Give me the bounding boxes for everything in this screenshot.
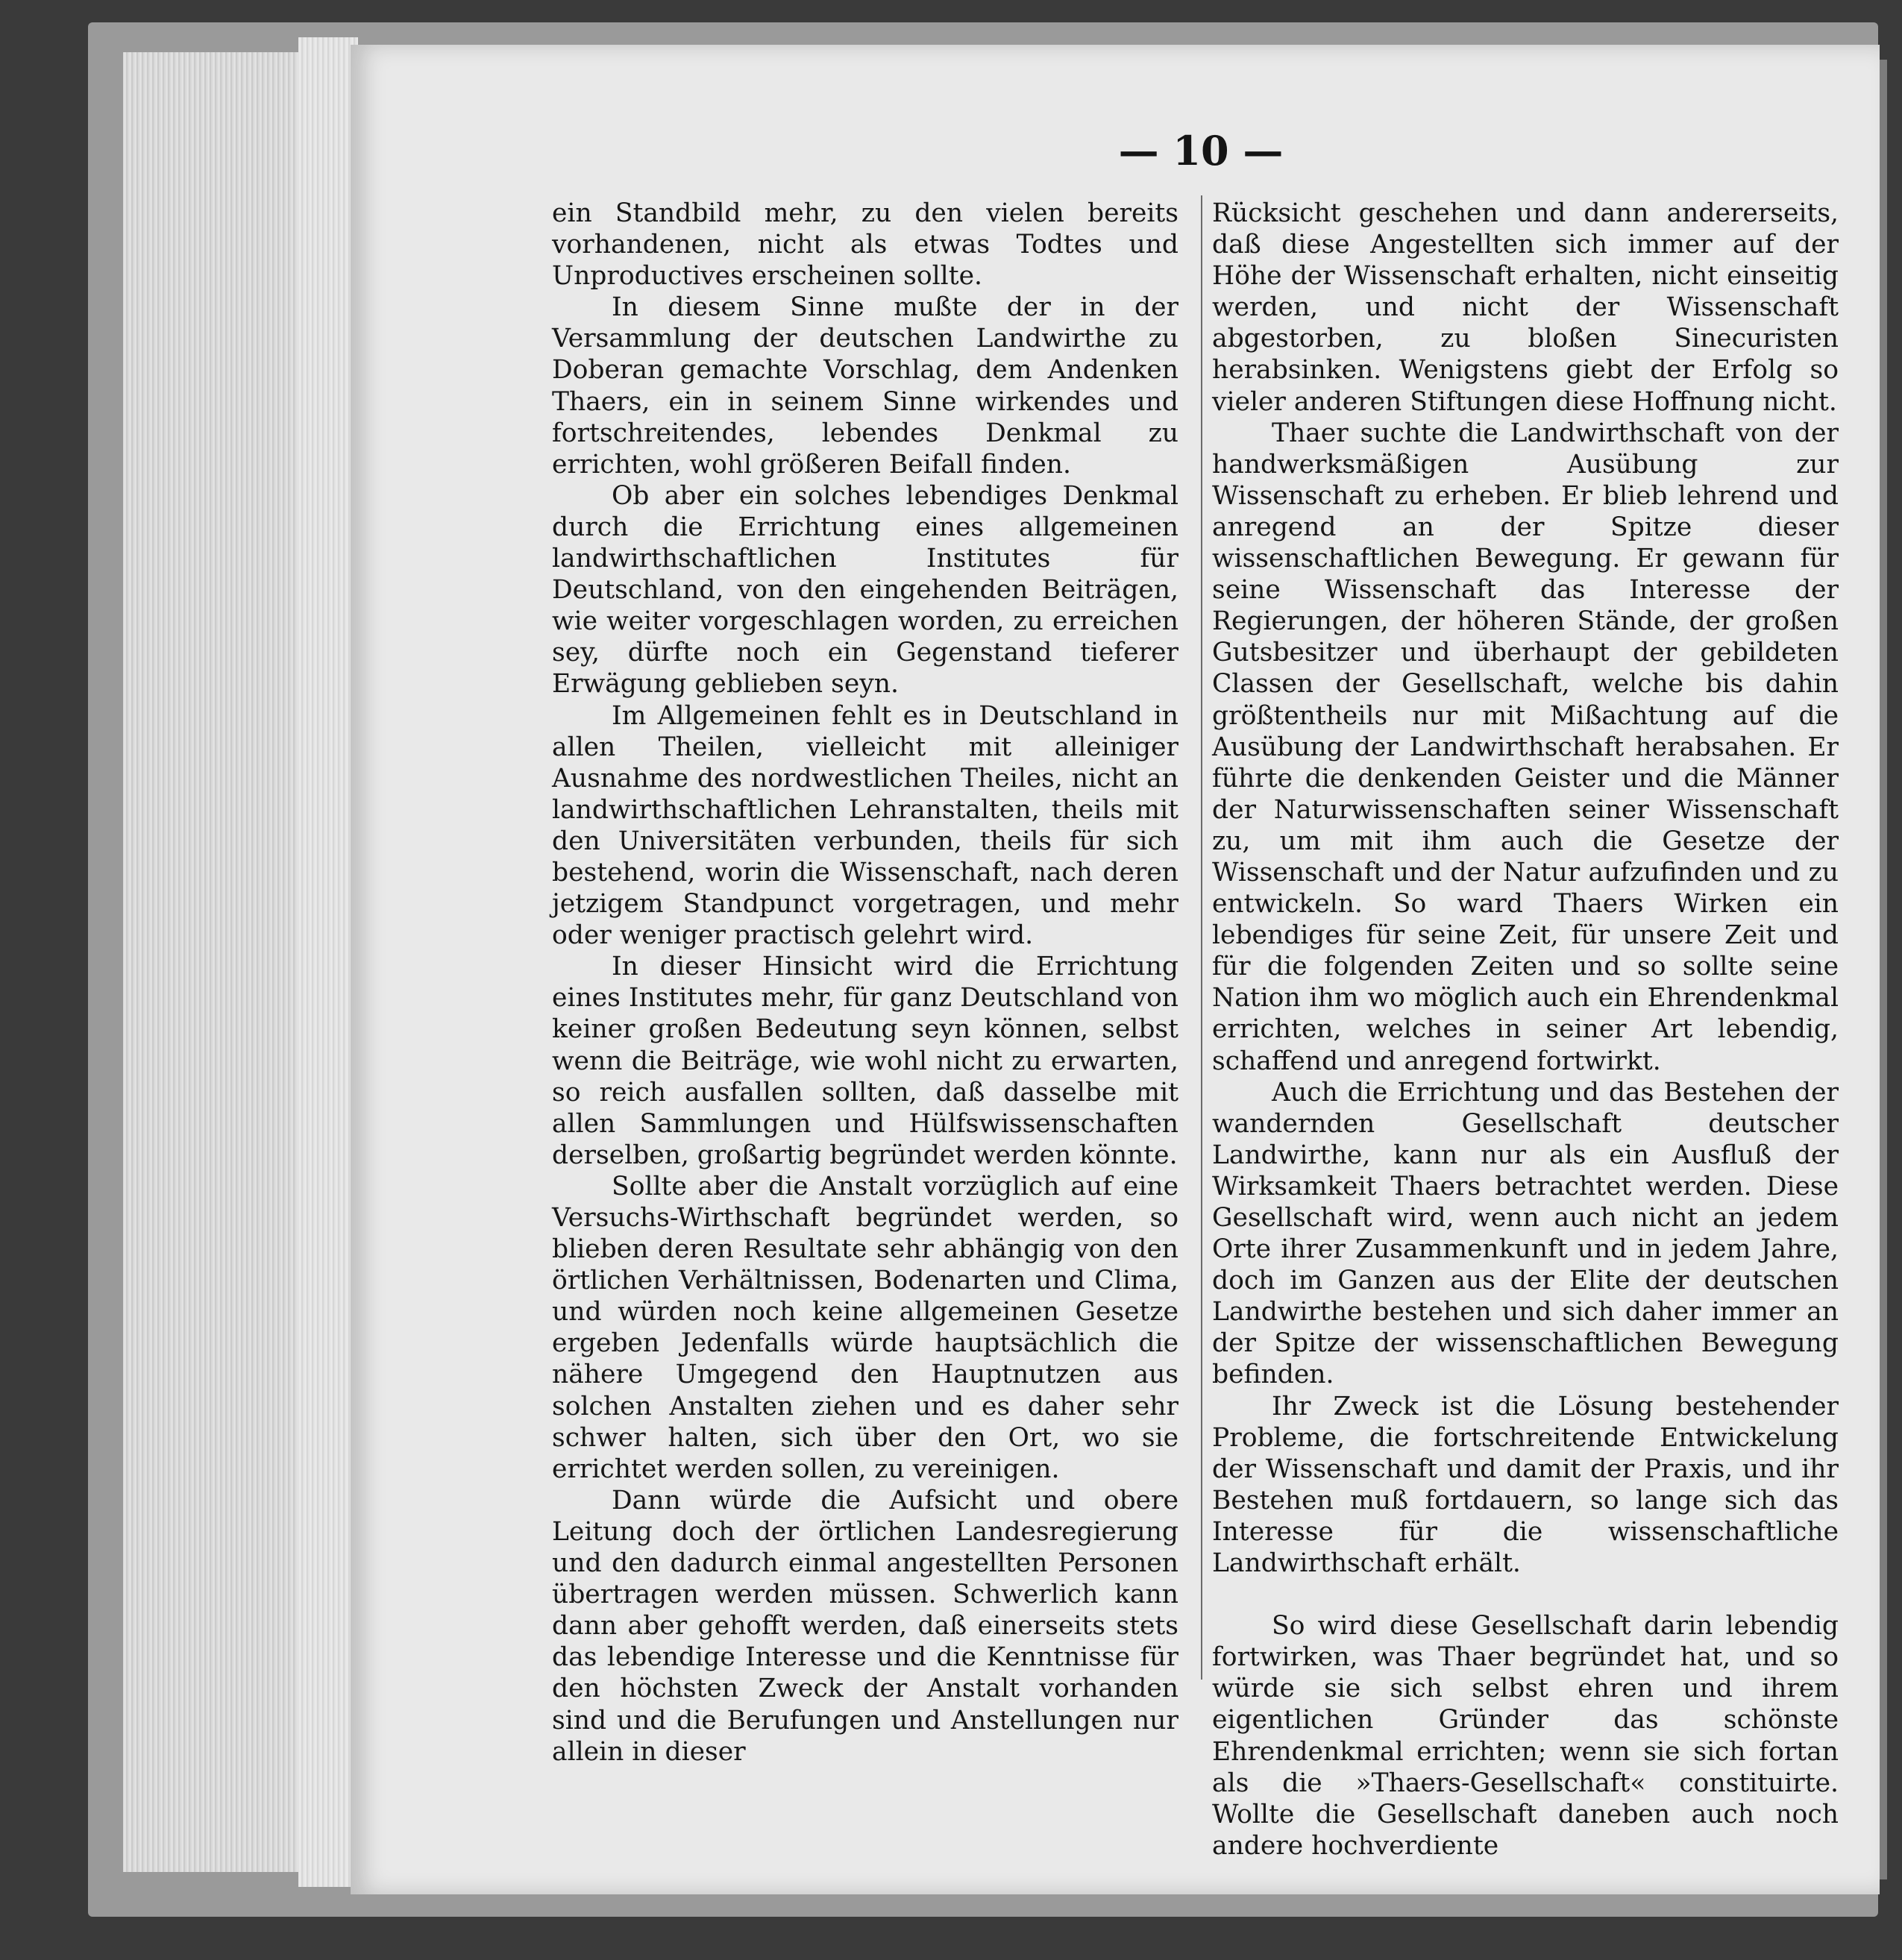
paragraph: Auch die Errichtung und das Bestehen der wandernden Gesellschaft deutscher Landwirthe, kann nur als ein Ausfluß der Wirksamkeit Thaers betrachtet werden. Diese Gesellschaft wird, wenn auch nicht an jedem Orte ihrer Zusammenkunft und in jedem Jahre, doch im Ganzen aus der Elite der deutschen Landwirthe bestehen und sich daher immer an der Spitze der wissenschaftlichen Bewegung befinden. bbox=[1212, 1077, 1839, 1390]
paragraph: Rücksicht geschehen und dann andererseits, daß diese Angestellten sich immer auf der Höhe der Wissenschaft erhalten, nicht einseitig werden, und nicht der Wissenschaft abgestorben, zu bloßen Sinecuristen herabsinken. Wenigstens giebt der Erfolg so vieler anderen Stiftungen diese Hoffnung nicht. bbox=[1212, 198, 1839, 417]
paragraph: Dann würde die Aufsicht und obere Leitung doch der örtlichen Landesregierung und den dadurch einmal angestellten Personen übertragen werden müssen. Schwerlich kann dann aber gehofft werden, daß einerseits stets das lebendige Interesse und die Kenntnisse für den höchsten Zweck der Anstalt vorhanden sind und die Berufungen und Anstellungen nur allein in dieser bbox=[552, 1485, 1178, 1767]
paragraph: ein Standbild mehr, zu den vielen bereits vorhandenen, nicht als etwas Todtes und Unproductives erscheinen sollte. bbox=[552, 198, 1178, 292]
page-number: — 10 — bbox=[1118, 127, 1284, 175]
page-stack-inner-edge bbox=[298, 37, 358, 1887]
paragraph: Ihr Zweck ist die Lösung bestehender Probleme, die fortschreitende Entwickelung der Wissenschaft und damit der Praxis, und ihr Bestehen muß fortdauern, so lange sich das Interesse für die wissenschaftliche Landwirthschaft erhält. bbox=[1212, 1391, 1839, 1579]
paragraph: Sollte aber die Anstalt vorzüglich auf eine Versuchs-Wirthschaft begründet werden, so blieben deren Resultate sehr abhängig von den örtlichen Verhältnissen, Bodenarten und Clima, und würden noch keine allgemeinen Gesetze ergeben Jedenfalls würde hauptsächlich die nähere Umgegend den Hauptnutzen aus solchen Anstalten ziehen und es daher sehr schwer halten, sich über den Ort, wo sie errichtet werden sollen, zu vereinigen. bbox=[552, 1171, 1178, 1484]
left-text-column bbox=[552, 198, 1178, 1768]
right-text-column bbox=[1212, 198, 1839, 1862]
paragraph: So wird diese Gesellschaft darin lebendig fortwirken, was Thaer begründet hat, und so würde sie sich selbst ehren und ihrem eigentlichen Gründer das schönste Ehrendenkmal errichten; wenn sie sich fortan als die »Thaers-Gesellschaft« constituirte. Wollte die Gesellschaft daneben auch noch andere hochverdiente bbox=[1212, 1611, 1839, 1861]
page-stack-edge bbox=[123, 52, 308, 1872]
paragraph: In dieser Hinsicht wird die Errichtung eines Institutes mehr, für ganz Deutschland von keiner großen Bedeutung seyn können, selbst wenn die Beiträge, wie wohl nicht zu erwarten, so reich ausfallen sollten, daß dasselbe mit allen Sammlungen und Hülfswissenschaften derselben, großartig begründet werden könnte. bbox=[552, 952, 1178, 1170]
paragraph: Ob aber ein solches lebendiges Denkmal durch die Errichtung eines allgemeinen landwirthschaftlichen Institutes für Deutschland, von den eingehenden Beiträgen, wie weiter vorgeschlagen worden, zu erreichen sey, dürfte noch ein Gegenstand tieferer Erwägung geblieben seyn. bbox=[552, 480, 1178, 700]
paragraph: In diesem Sinne mußte der in der Versammlung der deutschen Landwirthe zu Doberan gemachte Vorschlag, dem Andenken Thaers, ein in seinem Sinne wirkendes und fortschreitendes, lebendes Denkmal zu errichten, wohl größeren Beifall finden. bbox=[552, 292, 1178, 480]
paragraph: Im Allgemeinen fehlt es in Deutschland in allen Theilen, vielleicht mit alleiniger Ausnahme des nordwestlichen Theiles, nicht an landwirthschaftlichen Lehranstalten, theils mit den Universitäten verbunden, theils für sich bestehend, worin die Wissenschaft, nach deren jetzigem Standpunct vorgetragen, und mehr oder weniger practisch gelehrt wird. bbox=[552, 700, 1178, 951]
paragraph: Thaer suchte die Landwirthschaft von der handwerksmäßigen Ausübung zur Wissenschaft zu erheben. Er blieb lehrend und anregend an der Spitze dieser wissenschaftlichen Bewegung. Er gewann für seine Wissenschaft das Interesse der Regierungen, der höheren Stände, der großen Gutsbesitzer und überhaupt der gebildeten Classen der Gesellschaft, welche bis dahin größtentheils nur mit Mißachtung auf die Ausübung der Landwirthschaft herabsahen. Er führte die denkenden Geister und die Männer der Naturwissenschaften seiner Wissenschaft zu, um mit ihm auch die Gesetze der Wissenschaft und der Natur aufzufinden und zu entwickeln. So ward Thaers Wirken ein lebendiges für seine Zeit, für unsere Zeit und für die folgenden Zeiten und so sollte seine Nation ihm wo möglich auch ein Ehrendenkmal errichten, welches in seiner Art lebendig, schaffend und anregend fortwirkt. bbox=[1212, 418, 1839, 1076]
column-divider bbox=[1201, 195, 1202, 1680]
